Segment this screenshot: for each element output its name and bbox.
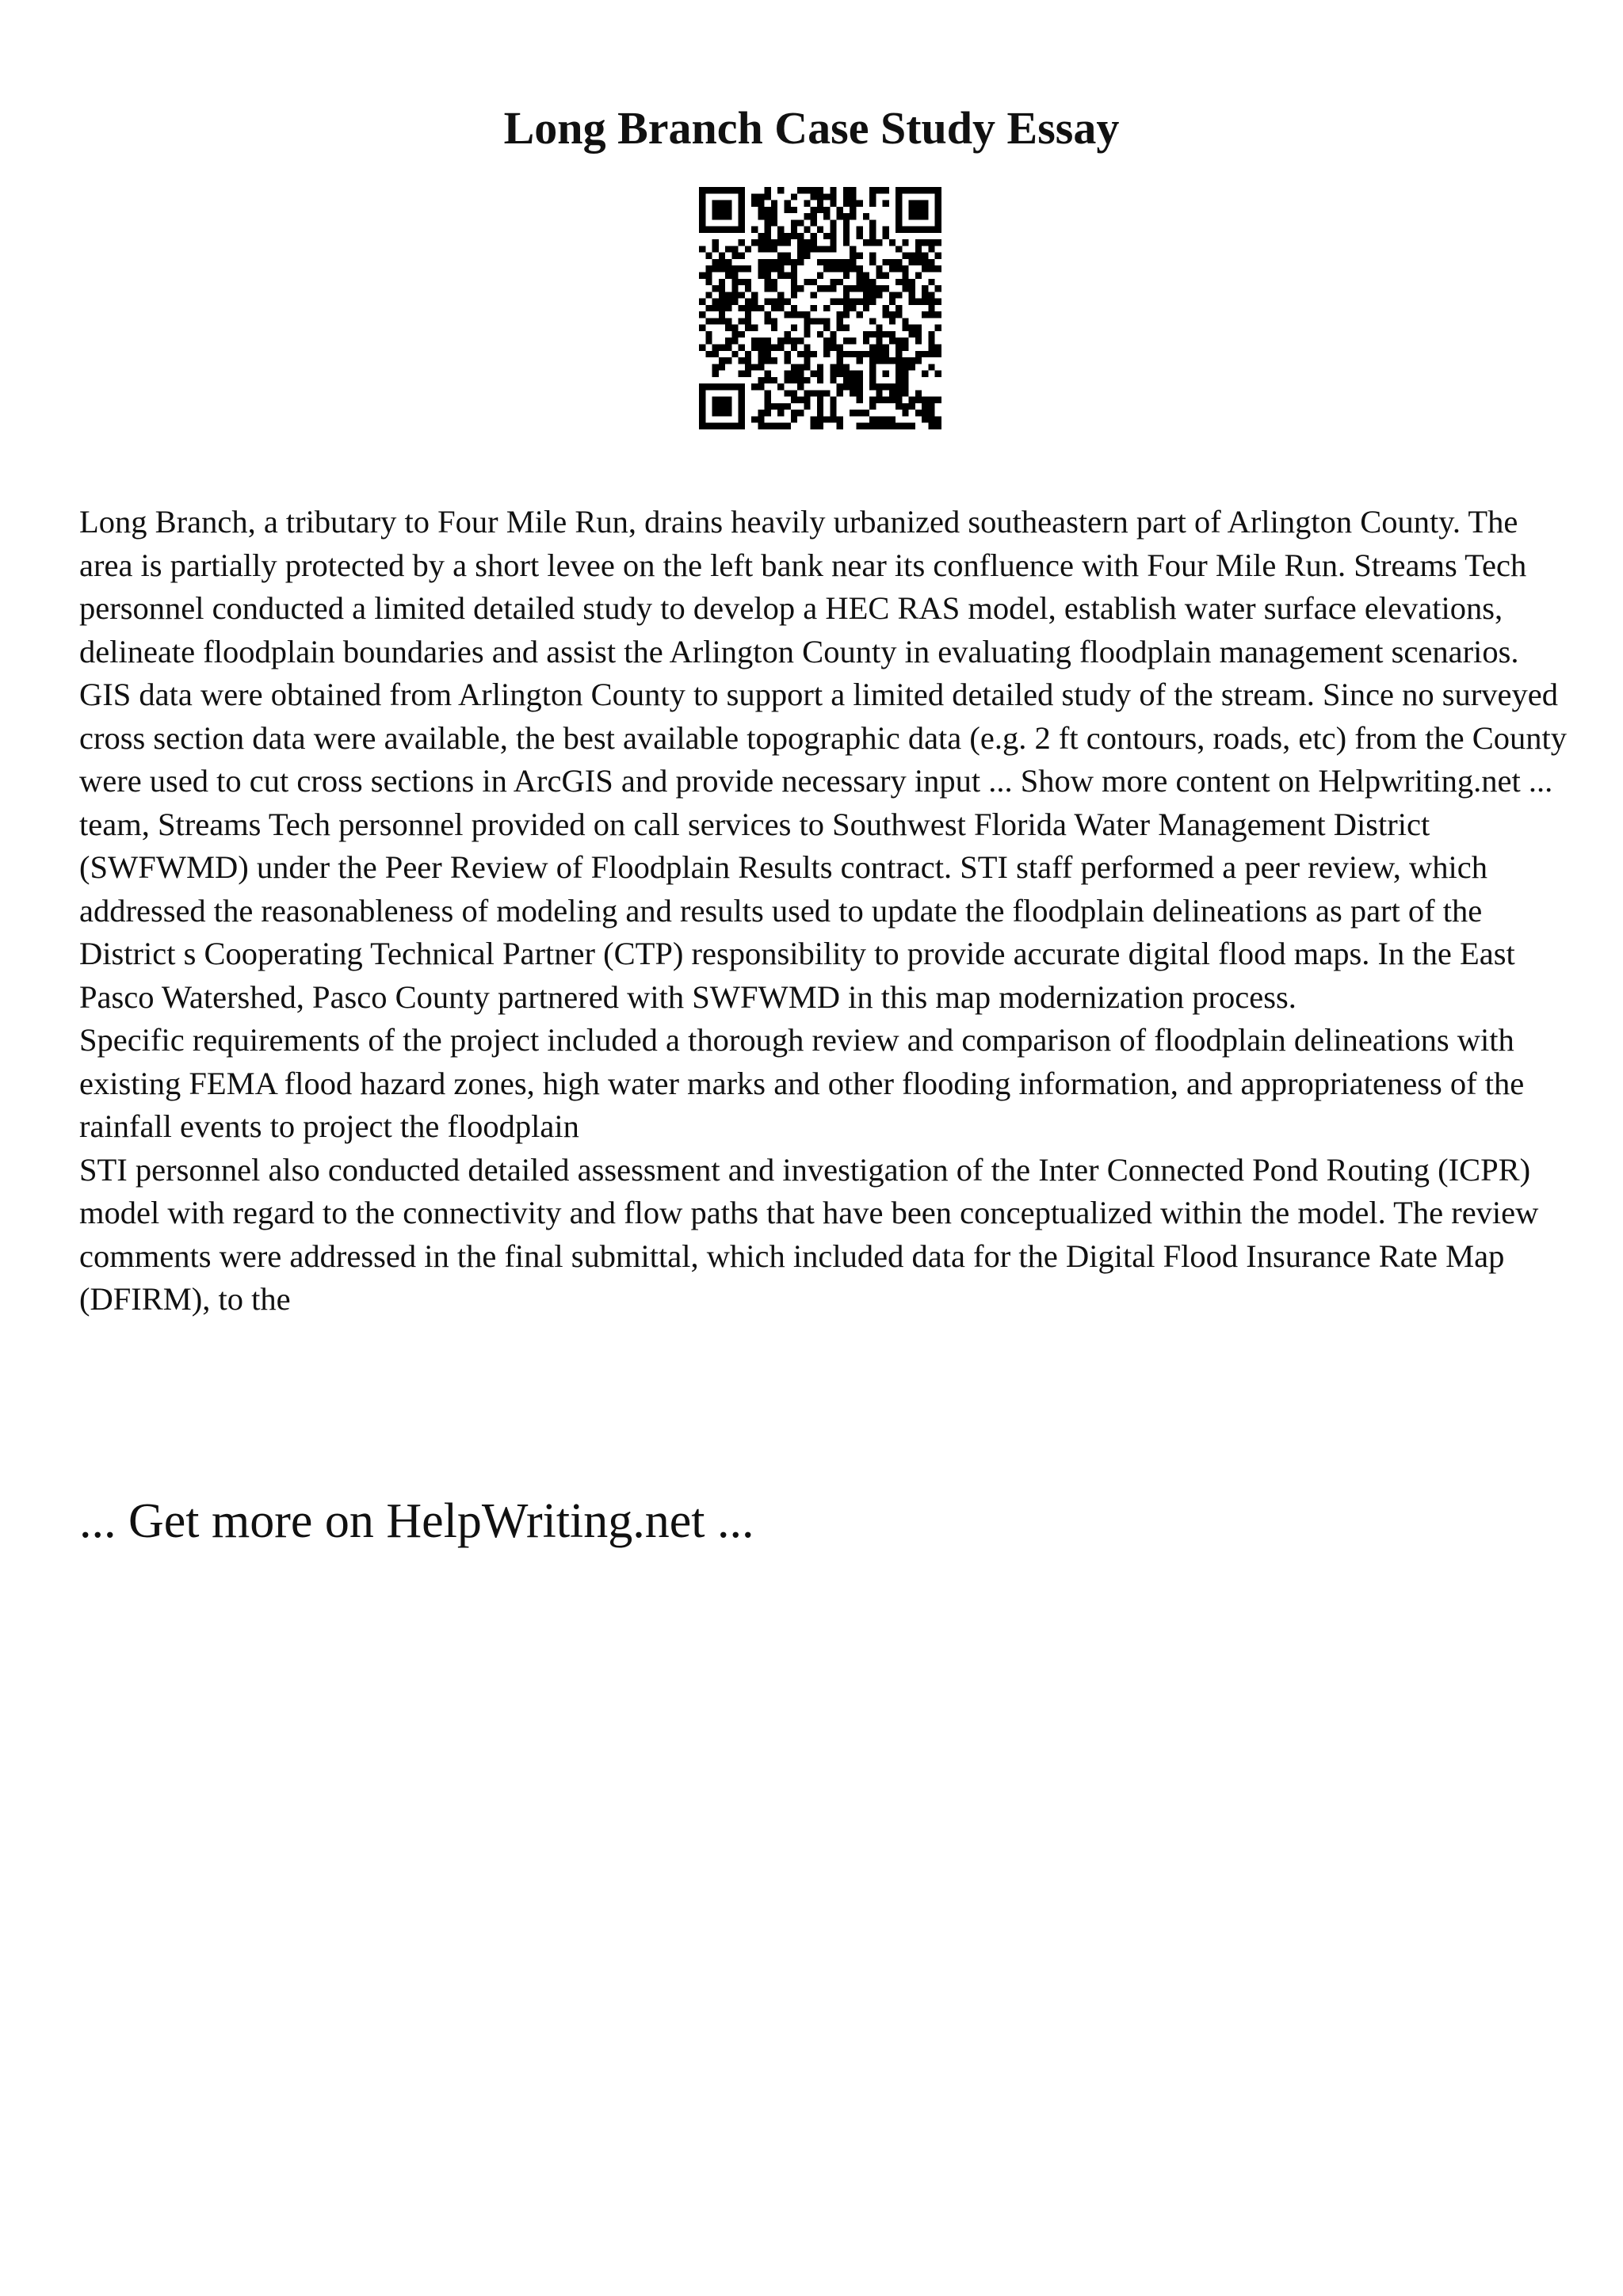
paragraph: GIS data were obtained from Arlington County to support a limited detailed study of the stream. Since no surveyed cross section data were available, the best available topographic data (e.g. 2 ft contours, roads, etc) from the County were used to cut cross sections in ArcGIS and provide necessary input ... Show more content on Helpwriting.net ... xyxy=(79,677,1567,799)
paragraph: STI personnel also conducted detailed assessment and investigation of the Inter Connected Pond Routing (ICPR) model with regard to the connectivity and flow paths that have been conceptualized within the model. The review comments were addressed in the final submittal, which included data for the Digital Flood Insurance Rate Map (DFIRM), to the xyxy=(79,1151,1539,1317)
qr-code-icon xyxy=(699,187,941,429)
paragraph: team, Streams Tech personnel provided on call services to Southwest Florida Water Management District (SWFWMD) under the Peer Review of Floodplain Results contract. STI staff performed a peer review, which addressed the reasonableness of modeling and results used to update the floodplain delineations as part of the District s Cooperating Technical Partner (CTP) responsibility to provide accurate digital flood maps. In the East Pasco Watershed, Pasco County partnered with SWFWMD in this map modernization process. xyxy=(79,806,1515,1015)
get-more-link[interactable]: ... Get more on HelpWriting.net ... xyxy=(79,1494,754,1548)
page-title: Long Branch Case Study Essay xyxy=(503,102,1120,154)
essay-body xyxy=(79,501,1569,1322)
paragraph: Long Branch, a tributary to Four Mile Run, drains heavily urbanized southeastern part of Arlington County. The area is partially protected by a short levee on the left bank near its confluence with Four Mile Run. Streams Tech personnel conducted a limited detailed study to develop a HEC RAS model, establish water surface elevations, delineate floodplain boundaries and assist the Arlington County in evaluating floodplain management scenarios. xyxy=(79,504,1527,669)
paragraph: Specific requirements of the project included a thorough review and comparison of floodplain delineations with existing FEMA flood hazard zones, high water marks and other flooding information, and appropriateness of the rainfall events to project the floodplain xyxy=(79,1022,1525,1144)
